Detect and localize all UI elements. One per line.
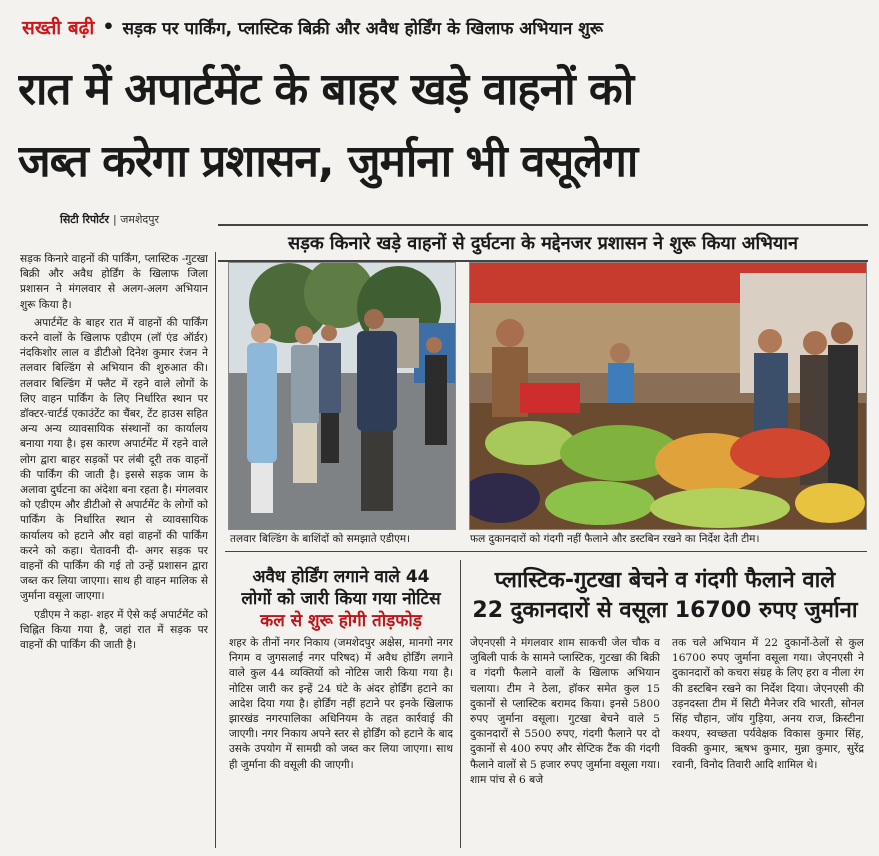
photo-fruit-vendors: [469, 262, 867, 530]
photo-adm-officials: [228, 262, 456, 530]
left-column-article: [20, 252, 208, 848]
plastic-headline-1: प्लास्टिक-गुटखा बेचने व गंदगी फैलाने वाले: [494, 568, 836, 593]
officials-street-image: [229, 263, 455, 529]
kicker-tag: सख्ती बढ़ी: [22, 17, 95, 39]
photo-1-caption: तलवार बिल्डिंग के बाशिंदों को समझाते एडीएम।: [230, 533, 411, 545]
plastic-headline-2: 22 दुकानदारों से वसूला 16700 रुपए जुर्माना: [472, 598, 858, 623]
headline-line-2: जब्त करेगा प्रशासन, जुर्माना भी वसूलेगा: [18, 136, 638, 187]
plastic-paragraph-2: तक चले अभियान में 22 दुकानों-ठेलों से कुल 16700 रुपए जुर्माना वसूला गया। जेएनएसी ने दुकानदारों को कचरा संग्रह के लिए हरा व नीला रंग की डस्टबिन रखने का निर्देश दिया। जेएनएसी की उड़नदस्ता टीम में सिटी मैनेजर रवि भारती, सोनल सिंह चौहान, जॉय गुड़िया, अनय राज, क्रिस्टीना कश्यप, स्वच्छता पर्यवेक्षक विकास कुमार सिंह, विक्की कुमार, ऋषभ कुमार, मुन्ना कुमार, सुरेंद्र रवानी, विनोद तिवारी आदि शामिल थे।: [672, 637, 864, 771]
byline-place: | जमशेदपुर: [113, 213, 160, 226]
column-divider: [215, 252, 216, 848]
photo-2-caption: फल दुकानदारों को गंदगी नहीं फैलाने और डस्टबिन रखने का निर्देश देती टीम।: [470, 533, 760, 545]
left-paragraph-3: एडीएम ने कहा- शहर में ऐसे कई अपार्टमेंट को चिह्नित किया गया है, जहां रात में सड़क पर वाहनों की पार्किंग की जाती है।: [20, 608, 208, 652]
byline-name: सिटी रिपोर्टर: [60, 213, 109, 226]
hoarding-story-body: [229, 636, 453, 846]
hoarding-headline-3: कल से शुरू होगी तोड़फोड़: [260, 611, 422, 631]
plastic-story-col-2: [672, 636, 864, 846]
plastic-headline: [462, 566, 868, 626]
fruit-stall-image: [470, 263, 866, 529]
kicker-text: सड़क पर पार्किंग, प्लास्टिक बिक्री और अवैध होर्डिंग के खिलाफ अभियान शुरू: [122, 18, 603, 39]
plastic-story-col-1: [470, 636, 660, 846]
left-paragraph-2: अपार्टमेंट के बाहर रात में वाहनों की पार्किंग करने वालों के खिलाफ एडीएम (लॉ एंड ऑर्डर) नंदकिशोर लाल व डीटीओ दिनेश कुमार रंजन ने तलवार बिल्डिंग से अभियान की शुरुआत की। तलवार बिल्डिंग में फ्लैट में रहने वाले लोगों के लिए वाहन पार्किंग के लिए निर्धारित स्थान पर डॉक्टर-चार्टर्ड एकाउंटेंट का चैंबर, टेंट हाउस सहित अन्य अन्य व्यावसायिक संस्थानों का कार्यालय बनाया गया है। इस कारण अपार्टमेंट में रहने वाले लोग द्वारा बाहर सड़कों पर लंबी दूरी तक वाहनों की पार्किंग की जाती है। इससे सड़क जाम के अलावा दुर्घटना का अंदेशा बना रहता है। मंगलवार को एडीएम और डीटीओ से अपार्टमेंट के लोगों को पार्किंग के निर्धारित स्थान से व्यावसायिक कार्यालय को हटाने और वहां वाहनों की पार्किंग करने को कहा। चेतावनी दी- अगर सड़क पर वाहनों की पार्किंग की गई तो उन्हें प्रशासन द्वारा जब्त कर लिया जाएगा। साथ ही वाहन मालिक से जुर्माना वसूला जाएगा।: [20, 316, 208, 603]
hoarding-headline-1: अवैध होर्डिंग लगाने वाले 44: [252, 567, 430, 587]
headline-line-1: रात में अपार्टमेंट के बाहर खड़े वाहनों को: [18, 64, 634, 115]
hoarding-headline: [228, 566, 454, 632]
byline: [60, 212, 159, 227]
hoarding-paragraph: शहर के तीनों नगर निकाय (जमशेदपुर अक्षेस, मानगो नगर निगम व जुगसलाई नगर परिषद) में अवैध होर्डिंग लगाने वाले कुल 44 व्यक्तियों को नोटिस जारी किया गया है। नोटिस जारी कर इन्हें 24 घंटे के अंदर होर्डिंग हटाने का आदेश दिया गया है। होर्डिंग नहीं हटाने पर इनके खिलाफ झारखंड नगरपालिका अधिनियम के तहत कार्रवाई की जाएगी। नगर निकाय अपने स्तर से होर्डिंग को हटाने के बाद उसके उपयोग में सामग्री को जब्त कर लिया जाएगा। साथ ही जुर्माना की वसूली की जाएगी।: [229, 637, 453, 771]
kicker-bullet: •: [102, 16, 115, 38]
photo-divider: [225, 551, 867, 552]
plastic-paragraph-1: जेएनएसी ने मंगलवार शाम साकची जेल चौक व जुबिली पार्क के सामने प्लास्टिक, गुटखा की बिक्री व गंदगी फैलाने वालों के खिलाफ अभियान चलाया। टीम ने ठेला, हॉकर समेत कुल 15 दुकानों से प्लास्टिक बरामद किया। इनसे 5800 रुपए जुर्माना वसूला। गुटखा बेचने वाले 5 दुकानदारों से 5500 रुपए, गंदगी फैलाने पर दो दुकानों से 400 रुपए और सेप्टिक टैंक की गंदगी फैलाने वालों से 5 हजार रुपए जुर्माना वसूला गया। शाम पांच से 6 बजे: [470, 637, 660, 786]
story-divider: [460, 560, 461, 848]
kicker-line: [22, 10, 603, 44]
left-paragraph-1: सड़क किनारे वाहनों की पार्किंग, प्लास्टिक -गुटखा बिक्री और अवैध होर्डिंग के खिलाफ जिला प्रशासन ने मंगलवार से अलग-अलग अभियान शुरू किया है।: [20, 253, 208, 311]
subheadline: सड़क किनारे खड़े वाहनों से दुर्घटना के मद्देनजर प्रशासन ने शुरू किया अभियान: [218, 224, 868, 262]
hoarding-headline-2: लोगों को जारी किया गया नोटिस: [241, 589, 441, 609]
